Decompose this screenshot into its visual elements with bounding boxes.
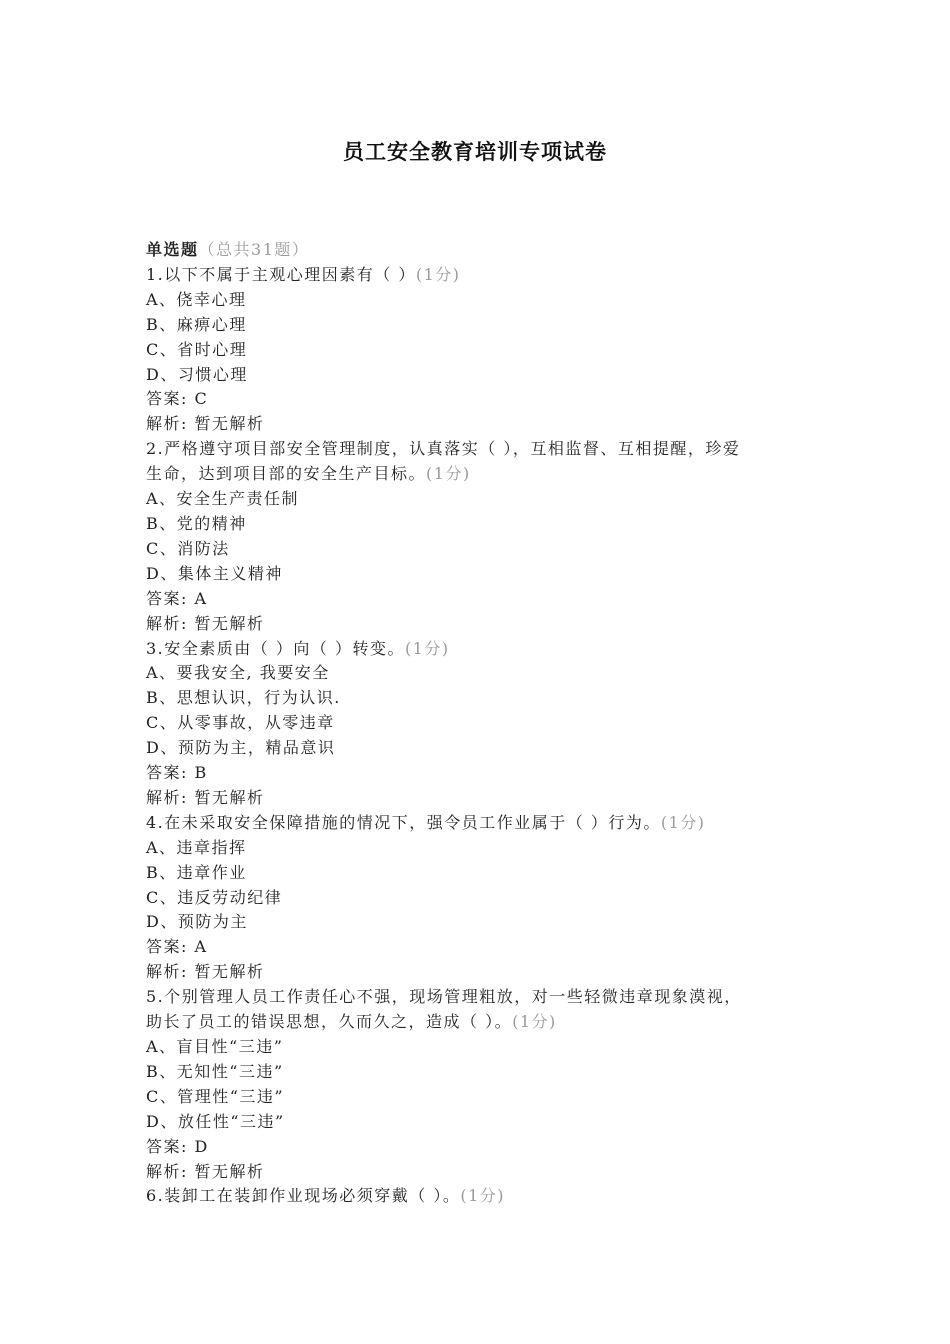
answer-option: B、无知性“三违” — [146, 1061, 284, 1081]
answer-option: D、集体主义精神 — [146, 563, 283, 583]
answer-option: D、预防为主 — [146, 912, 248, 932]
answer-option: A、违章指挥 — [146, 837, 247, 857]
question-block — [146, 637, 826, 811]
answer-option: C、从零事故，从零违章 — [146, 713, 335, 733]
answer-option: B、思想认识，行为认识. — [146, 688, 341, 708]
analysis-line: 解析: 暂无解析 — [146, 414, 265, 434]
answer-option: B、违章作业 — [146, 862, 247, 882]
question-text: 3.安全素质由（ ）向（ ）转变。 — [146, 638, 405, 658]
question-score: (1分) — [660, 812, 706, 832]
answer-option: A、盲目性“三违” — [146, 1037, 284, 1056]
answer-option: A、侥幸心理 — [146, 289, 247, 309]
answer-option: C、违反劳动纪律 — [146, 887, 283, 907]
question-text-line — [146, 1010, 826, 1035]
answer-option: C、省时心理 — [146, 339, 248, 359]
question-text: 5.个别管理人员工作责任心不强，现场管理粗放，对一些轻微违章现象漠视， — [146, 987, 742, 1007]
question-block — [146, 263, 826, 437]
question-score: (1分) — [460, 1186, 506, 1206]
question-score: (1分) — [512, 1012, 557, 1032]
page-title: 员工安全教育培训专项试卷 — [343, 140, 607, 164]
answer-line: 答案: C — [146, 389, 209, 409]
section-name: 单选题 — [146, 240, 199, 259]
question-text: 1.以下不属于主观心理因素有（ ） — [146, 264, 416, 284]
analysis-line: 解析: 暂无解析 — [146, 962, 265, 982]
exam-body — [146, 238, 826, 1209]
answer-line: 答案: D — [146, 1136, 209, 1156]
answer-option: B、党的精神 — [146, 513, 247, 533]
question-text: 2.严格遵守项目部安全管理制度，认真落实（ ），互相监督、互相提醒，珍爱 — [146, 439, 741, 459]
question-block — [146, 1184, 826, 1209]
analysis-line: 解析: 暂无解析 — [146, 613, 265, 633]
section-header — [146, 238, 826, 263]
answer-option: D、预防为主，精品意识 — [146, 738, 336, 758]
answer-option: D、习惯心理 — [146, 364, 248, 384]
answer-option: A、要我安全, 我要安全 — [146, 663, 330, 683]
question-text: 助长了员工的错误思想，久而久之，造成（ ）。 — [146, 1012, 513, 1032]
analysis-line: 解析: 暂无解析 — [146, 1161, 265, 1181]
question-list — [146, 263, 826, 1209]
question-score: (1分) — [404, 638, 450, 658]
question-text-line — [146, 1184, 826, 1209]
answer-line: 答案: A — [146, 937, 208, 957]
analysis-line: 解析: 暂无解析 — [146, 787, 265, 807]
question-score: (1分) — [426, 464, 471, 484]
question-text-line — [146, 437, 826, 462]
question-text: 4.在未采取安全保障措施的情况下，强令员工作业属于（ ）行为。 — [146, 812, 661, 832]
question-text-line — [146, 985, 826, 1010]
section-count: （总共31题） — [198, 240, 310, 259]
answer-option: B、麻痹心理 — [146, 314, 247, 334]
question-block — [146, 985, 826, 1184]
question-text-line — [146, 811, 826, 836]
question-block — [146, 437, 826, 636]
question-text-line — [146, 462, 826, 487]
answer-option: D、放任性“三违” — [146, 1111, 285, 1131]
question-score: (1分) — [415, 264, 461, 284]
question-text: 6.装卸工在装卸作业现场必须穿戴（ ）。 — [146, 1186, 461, 1206]
question-block — [146, 811, 826, 985]
answer-line: 答案: A — [146, 588, 208, 608]
answer-line: 答案: B — [146, 763, 208, 783]
answer-option: A、安全生产责任制 — [146, 489, 300, 509]
question-text-line — [146, 263, 826, 288]
answer-option: C、管理性“三违” — [146, 1086, 285, 1106]
answer-option: C、消防法 — [146, 538, 230, 558]
question-text-line — [146, 637, 826, 662]
question-text: 生命，达到项目部的安全生产目标。 — [146, 464, 427, 484]
